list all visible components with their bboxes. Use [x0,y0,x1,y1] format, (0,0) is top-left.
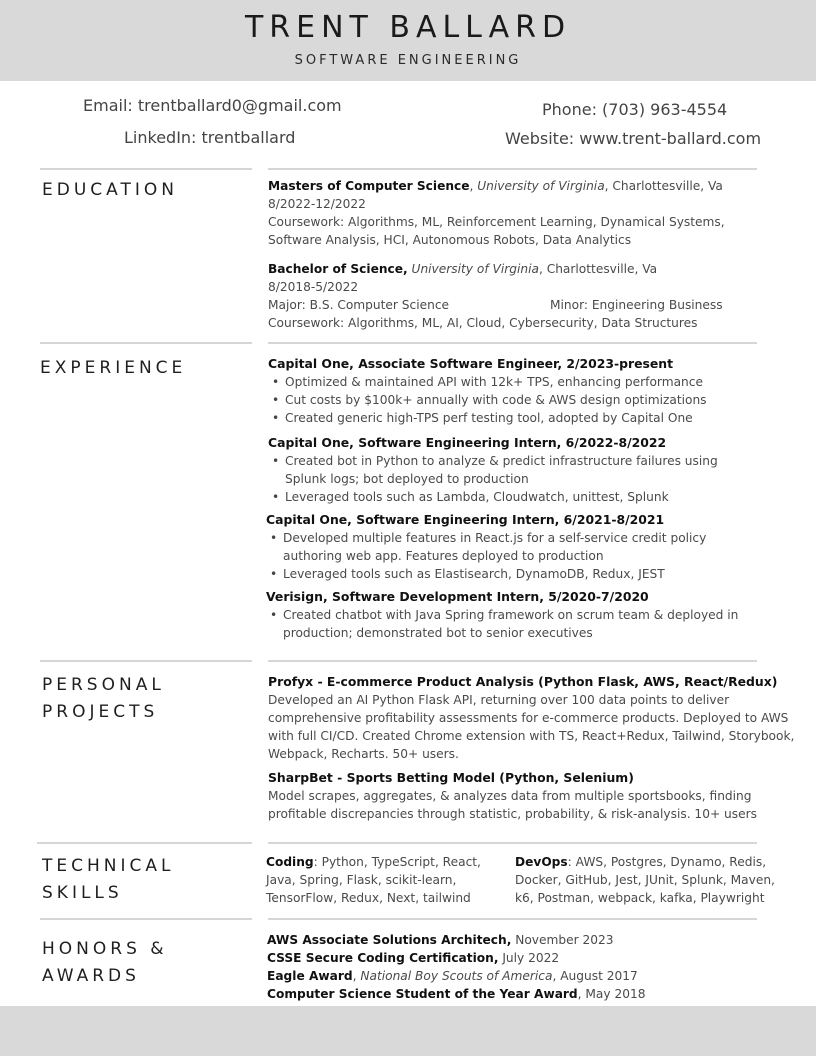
skills-coding [266,853,506,907]
section-divider [40,918,252,920]
skills-text: : AWS, Postgres, Dynamo, Redis, Docker, GitHub, Jest, JUnit, Splunk, Maven, k6, Postman, webpack, kafka, Playwright [515,855,775,905]
section-divider [268,342,757,344]
coursework-line: Software Analysis, HCI, Autonomous Robots, Data Analytics [268,233,632,247]
school-name: University of Virginia [477,179,605,193]
project-title: SharpBet - Sports Betting Model (Python, Selenium) [268,770,634,785]
award-organization: National Boy Scouts of America [360,969,553,983]
job-bullet: • Cut costs by $100k+ annually with code & AWS design optimizations [268,391,808,409]
section-divider [37,842,252,844]
project-title: Profyx - E-commerce Product Analysis (Python Flask, AWS, React/Redux) [268,674,778,689]
contact-phone: Phone: (703) 963-4554 [542,100,728,119]
award-item [267,931,807,949]
project-description: Developed an AI Python Flask API, returning over 100 data points to deliver comprehensive profitability assessments for e-commerce products. Deployed to AWS with full CI/CD. Created Chrome extension with TS, React+Redux, Tailwind, Storybook, Webpack, Recharts. 50+ users. [268,693,795,761]
major: Major: B.S. Computer Science [268,298,450,312]
school-location: Charlottesville, Va [612,179,723,193]
section-divider [40,168,252,170]
experience-entry [266,511,808,583]
section-divider [268,842,757,844]
contact-email: Email: trentballard0@gmail.com [83,96,342,115]
job-bullet: • Created generic high-TPS perf testing tool, adopted by Capital One [268,409,808,427]
projects-content [268,673,808,834]
coursework-line: Coursework: Algorithms, ML, AI, Cloud, Cybersecurity, Data Structures [268,316,698,330]
experience-entry [266,588,808,642]
award-detail: , May 2018 [577,987,646,1001]
experience-entry [268,355,808,427]
job-bullet: • Created bot in Python to analyze & predict infrastructure failures using Splunk logs; bot deployed to production [268,452,758,488]
school-name: University of Virginia [411,262,539,276]
job-bullet: • Leveraged tools such as Elastisearch, DynamoDB, Redux, JEST [266,565,756,583]
section-divider [40,342,252,344]
job-title: Verisign, Software Development Intern, 5/2020-7/2020 [266,589,649,604]
education-entry: Masters of Computer Science, University of Virginia, Charlottesville, Va 8/2022-12/2022 Coursework: Algorithms, ML, Reinforcement Learning, Dynamical Systems, Software Analysis, HCI, Autonomous Robots, Data Analytics [268,177,808,249]
contact-linkedin: LinkedIn: trentballard [124,128,296,147]
education-dates: 8/2018-5/2022 [268,280,359,294]
award-name: Computer Science Student of the Year Award [267,987,578,1001]
section-title-line: PROJECTS [42,702,159,722]
section-title-honors [42,936,168,990]
award-detail: November 2023 [511,933,614,947]
job-title: Capital One, Software Engineering Intern, 6/2022-8/2022 [268,435,667,450]
job-title: Capital One, Software Engineering Intern, 6/2021-8/2021 [266,512,665,527]
honors-content [267,931,807,1003]
education-dates: 8/2022-12/2022 [268,197,366,211]
section-divider [268,918,757,920]
section-title-line: HONORS & [42,939,168,959]
school-location: Charlottesville, Va [546,262,658,276]
candidate-name: TRENT BALLARD [244,10,572,45]
award-name: AWS Associate Solutions Architech, [267,933,512,947]
section-title-experience: EXPERIENCE [40,358,187,378]
project-entry [268,673,808,763]
job-title: Capital One, Associate Software Engineer, 2/2023-present [268,356,674,371]
skills-label: DevOps [515,855,568,869]
section-title-line: PERSONAL [42,675,165,695]
job-bullet: • Leveraged tools such as Lambda, Cloudwatch, unittest, Splunk [268,488,758,506]
degree-title: Bachelor of Science [268,262,404,276]
education-entry: Bachelor of Science, University of Virginia, Charlottesville, Va 8/2018-5/2022 Major: B.S. Computer Science Minor: Engineering Business Coursework: Algorithms, ML, AI, Cloud, Cybersecurity, Data Structures [268,260,808,332]
minor: Minor: Engineering Business [550,298,723,312]
section-divider [268,168,757,170]
section-title-education: EDUCATION [42,180,178,200]
award-name: Eagle Award [267,969,353,983]
experience-content [268,355,808,653]
award-name: CSSE Secure Coding Certification, [267,951,499,965]
contact-website: Website: www.trent-ballard.com [505,129,762,148]
candidate-subtitle: SOFTWARE ENGINEERING [294,53,522,68]
skills-devops [515,853,797,907]
award-detail: July 2022 [498,951,560,965]
section-title-line: AWARDS [42,966,140,986]
section-title-line: SKILLS [42,883,123,903]
section-title-skills [42,853,174,907]
skills-label: Coding [266,855,314,869]
section-title-line: TECHNICAL [42,856,175,876]
project-entry [268,769,808,823]
section-divider [40,660,252,662]
degree-title: Masters of Computer Science [268,179,470,193]
footer-band [0,1006,816,1056]
experience-entry [268,434,808,506]
award-item [267,985,807,1003]
award-detail: , August 2017 [552,969,638,983]
award-item: Eagle Award, National Boy Scouts of America, August 2017 [267,969,638,983]
job-bullet: • Optimized & maintained API with 12k+ TPS, enhancing performance [268,373,808,391]
award-item [267,949,807,967]
section-divider [268,660,757,662]
skills-text: : Python, TypeScript, React, Java, Spring, Flask, scikit-learn, TensorFlow, Redux, Next, tailwind [266,855,481,905]
project-description: Model scrapes, aggregates, & analyzes data from multiple sportsbooks, finding profitable discrepancies through statistic, probability, & risk-analysis. 10+ users [268,789,757,821]
coursework-line: Coursework: Algorithms, ML, Reinforcement Learning, Dynamical Systems, [268,215,725,229]
job-bullet: • Created chatbot with Java Spring framework on scrum team & deployed in production; demonstrated bot to senior executives [266,606,778,642]
section-title-projects [42,672,165,726]
education-content [268,177,808,343]
job-bullet: • Developed multiple features in React.js for a self-service credit policy authoring web app. Features deployed to production [266,529,756,565]
